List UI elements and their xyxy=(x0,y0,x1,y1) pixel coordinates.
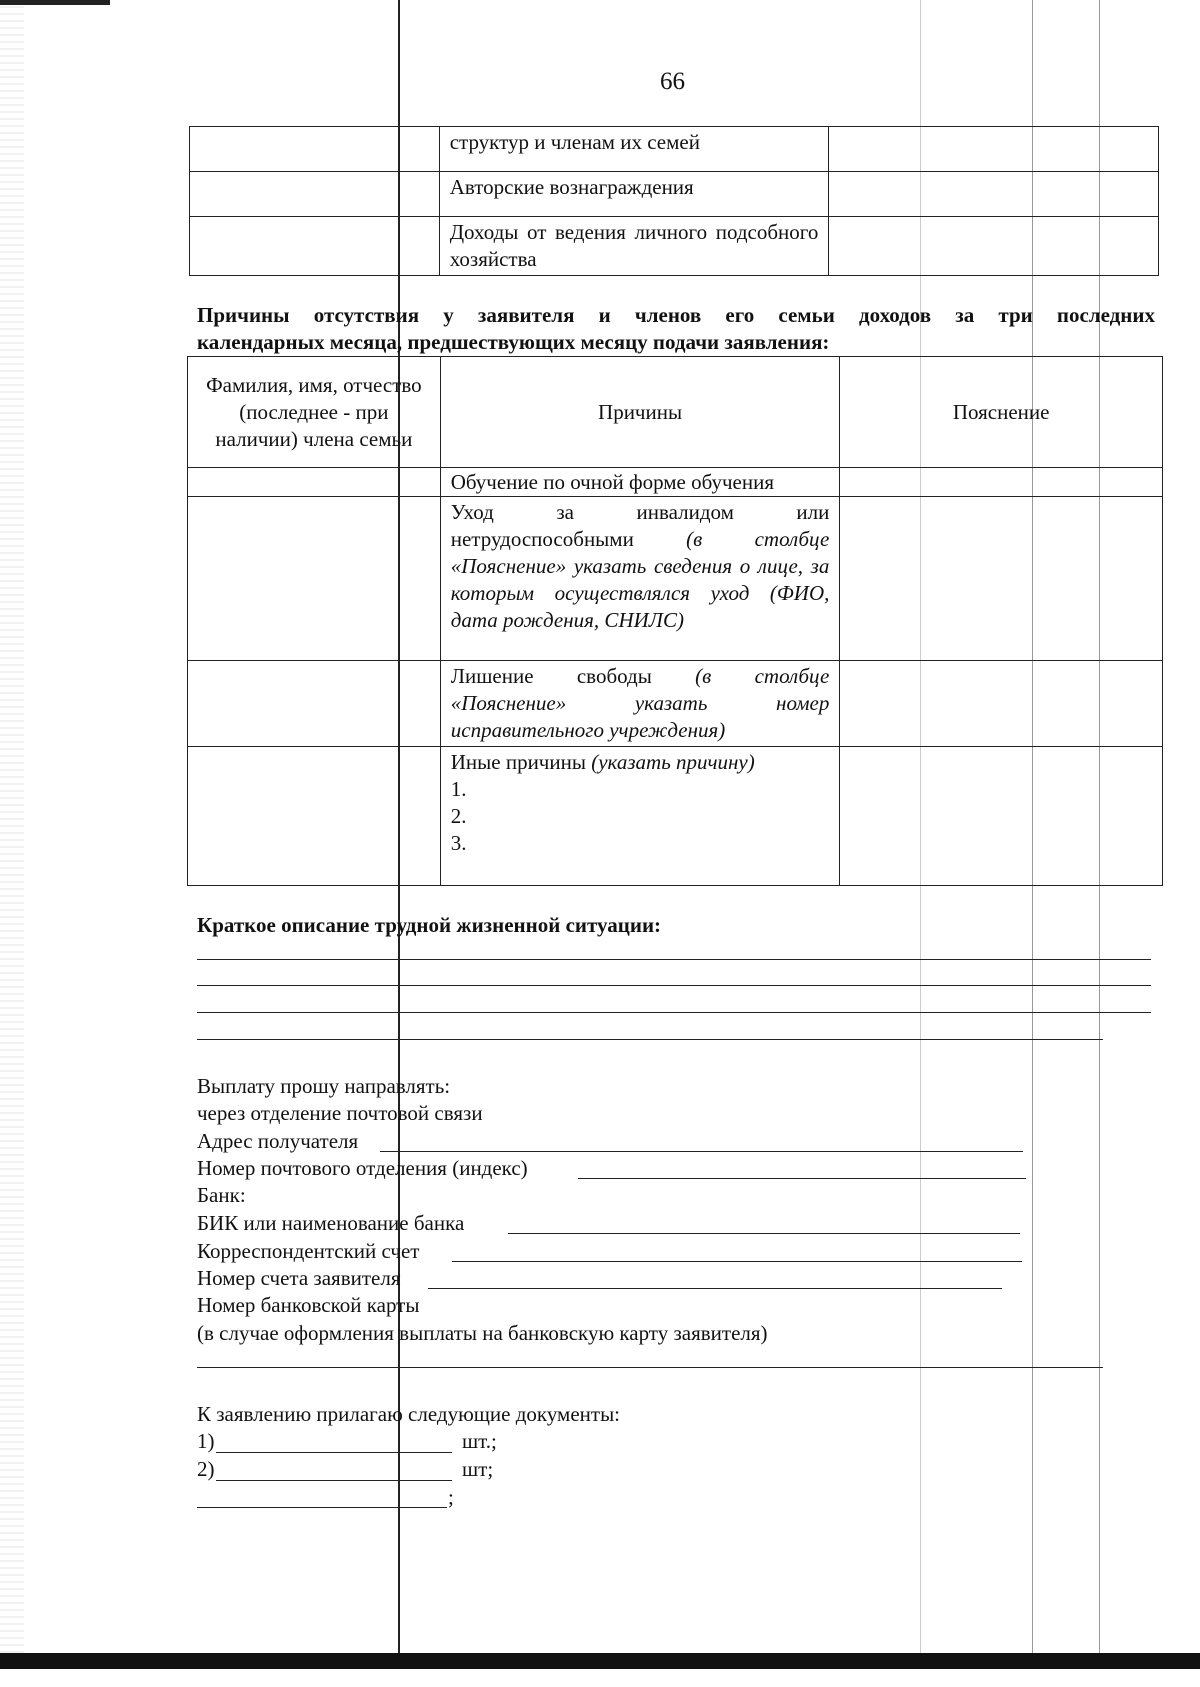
document-item-suffix: шт.; xyxy=(462,1429,497,1453)
list-item: 3. xyxy=(450,831,467,855)
payment-line1: Выплату прошу направлять: xyxy=(197,1074,451,1098)
reason-cell: Иные причины (указать причину) 1. 2. 3. xyxy=(440,747,840,886)
scan-artifact-bottom xyxy=(0,1653,1200,1669)
reason-cell: Лишение свободы (в столбце «Пояснение» указать номер исправительного учреждения) xyxy=(440,661,840,747)
payment-line2: через отделение почтовой связи xyxy=(197,1101,483,1125)
list-item: 1. xyxy=(450,777,467,801)
address-field[interactable] xyxy=(380,1151,1023,1152)
bik-label: БИК или наименование банка xyxy=(197,1211,465,1235)
income-table xyxy=(189,126,1159,276)
explanation-cell[interactable] xyxy=(840,747,1163,886)
name-cell[interactable] xyxy=(188,497,441,661)
scan-noise xyxy=(0,0,24,1653)
table-row xyxy=(188,468,1163,497)
card-label: Номер банковской карты xyxy=(197,1293,420,1317)
situation-line[interactable] xyxy=(197,1039,1103,1040)
reason-cell: Уход за инвалидом или нетрудоспособными (в столбце «Пояснение» указать сведения о лице, за которым осуществлялся уход (ФИО, дата рождения, СНИЛС) xyxy=(440,497,840,661)
document-item-prefix: 1) xyxy=(197,1429,215,1453)
income-type-cell: Авторские вознаграждения xyxy=(439,172,829,217)
documents-heading: К заявлению прилагаю следующие документы: xyxy=(197,1402,621,1426)
corr-account-label: Корреспондентский счет xyxy=(197,1239,420,1263)
address-label: Адрес получателя xyxy=(197,1129,359,1153)
income-type-cell: Доходы от ведения личного подсобного хозяйства xyxy=(439,217,829,276)
table-row xyxy=(188,661,1163,747)
column-header-reasons: Причины xyxy=(440,357,840,468)
account-field[interactable] xyxy=(428,1288,1002,1289)
explanation-cell[interactable] xyxy=(840,468,1163,497)
name-cell[interactable] xyxy=(188,747,441,886)
situation-line[interactable] xyxy=(197,985,1151,986)
document-item-field[interactable] xyxy=(216,1480,452,1481)
postal-index-label: Номер почтового отделения (индекс) xyxy=(197,1156,528,1180)
table-header-row xyxy=(188,357,1163,468)
table-row xyxy=(190,127,1159,172)
page-number: 66 xyxy=(660,68,685,95)
document-item-suffix: ; xyxy=(448,1485,454,1509)
name-cell[interactable] xyxy=(188,661,441,747)
situation-line[interactable] xyxy=(197,1012,1151,1013)
bank-label: Банк: xyxy=(197,1183,246,1207)
document-item-field[interactable] xyxy=(197,1507,447,1508)
bik-field[interactable] xyxy=(508,1233,1020,1234)
situation-heading: Краткое описание трудной жизненной ситуации: xyxy=(197,913,662,937)
scan-artifact-top xyxy=(0,0,110,5)
corr-account-field[interactable] xyxy=(452,1261,1022,1262)
explanation-cell[interactable] xyxy=(840,497,1163,661)
value-cell[interactable] xyxy=(829,172,1159,217)
reasons-heading-line2: календарных месяца, предшествующих месяцу подачи заявления: xyxy=(197,330,830,354)
value-cell[interactable] xyxy=(829,217,1159,276)
document-item-suffix: шт; xyxy=(462,1457,494,1481)
income-type-cell: структур и членам их семей xyxy=(439,127,829,172)
reasons-heading-line1: Причины отсутствия у заявителя и членов его семьи доходов за три последних xyxy=(197,303,1155,327)
card-note: (в случае оформления выплаты на банковскую карту заявителя) xyxy=(197,1321,768,1345)
list-item: 2. xyxy=(450,804,467,828)
table-row xyxy=(188,747,1163,886)
column-header-explanation: Пояснение xyxy=(840,357,1163,468)
card-field[interactable] xyxy=(197,1367,1103,1368)
situation-line[interactable] xyxy=(197,959,1151,960)
explanation-cell[interactable] xyxy=(840,661,1163,747)
table-row xyxy=(190,217,1159,276)
reasons-table xyxy=(187,356,1163,886)
account-label: Номер счета заявителя xyxy=(197,1266,401,1290)
document-item-prefix: 2) xyxy=(197,1457,215,1481)
postal-index-field[interactable] xyxy=(578,1178,1026,1179)
value-cell[interactable] xyxy=(829,127,1159,172)
table-row xyxy=(190,172,1159,217)
table-row xyxy=(188,497,1163,661)
name-cell[interactable] xyxy=(188,468,441,497)
document-item-field[interactable] xyxy=(216,1452,452,1453)
column-header-name: Фамилия, имя, отчество (последнее - при наличии) члена семьи xyxy=(188,357,441,468)
reason-cell: Обучение по очной форме обучения xyxy=(440,468,840,497)
